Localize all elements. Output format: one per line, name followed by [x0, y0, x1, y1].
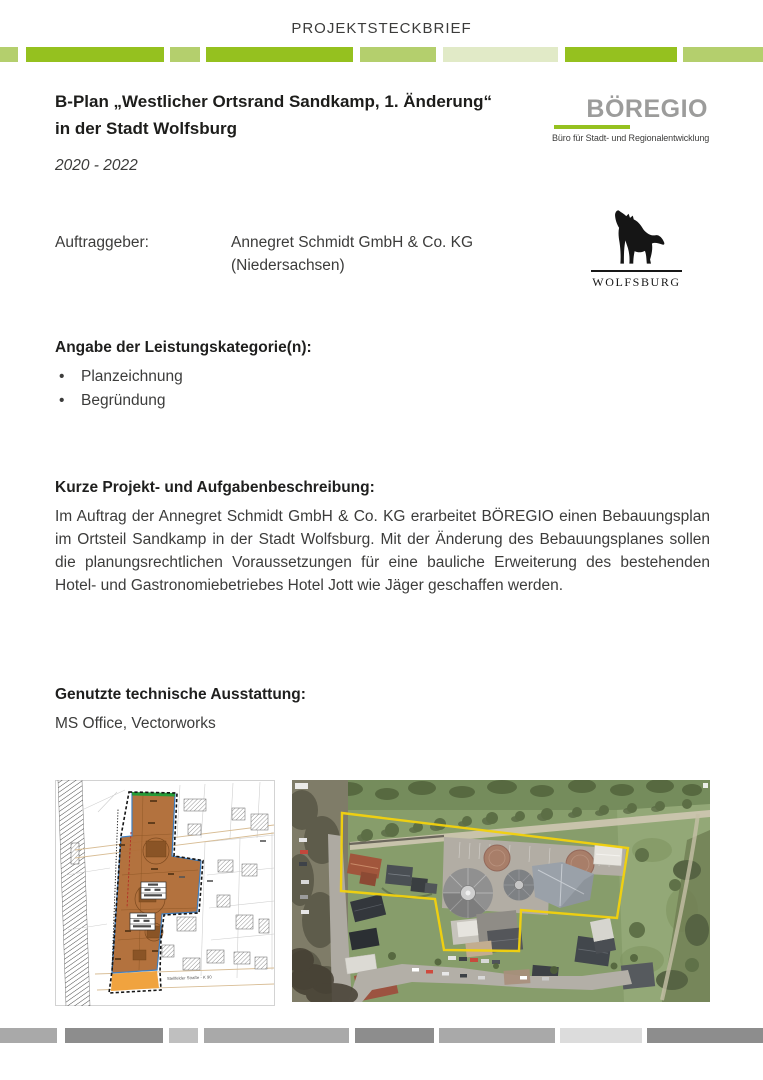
aerial-photo-figure [292, 780, 710, 1002]
client-value [231, 231, 473, 277]
bar-segment [65, 1028, 163, 1043]
bar-segment [360, 47, 436, 62]
list-item: • Planzeichnung [55, 365, 710, 388]
bar-segment [565, 47, 677, 62]
bar-segment [0, 47, 18, 62]
bar-segment [355, 1028, 434, 1043]
boeregio-accent-bar [554, 125, 630, 129]
categories-heading: Angabe der Leistungskategorie(n): [55, 339, 312, 356]
equipment-text: MS Office, Vectorworks [55, 715, 216, 732]
client-label: Auftraggeber: [55, 234, 149, 251]
top-decorative-bar [0, 47, 763, 62]
bar-segment [683, 47, 763, 62]
client-name: Annegret Schmidt GmbH & Co. KG [231, 234, 474, 251]
boeregio-wordmark: BÖREGIO [586, 95, 708, 123]
bar-segment [560, 1028, 642, 1043]
client-row [55, 231, 473, 277]
plan-label-box [141, 882, 166, 899]
round-building-small [504, 870, 535, 901]
section-description [55, 479, 710, 597]
bar-segment [0, 1028, 57, 1043]
project-title-line1: B-Plan „Westlicher Ortsrand Sandkamp, 1. Änderung“ [55, 92, 493, 111]
section-equipment [55, 686, 710, 735]
bar-segment [204, 1028, 349, 1043]
wolfsburg-label: WOLFSBURG [592, 275, 681, 289]
boeregio-subtitle: Büro für Stadt- und Regionalentwicklung [552, 132, 710, 143]
site-plan-figure [55, 780, 275, 1006]
figures-row [55, 780, 710, 1006]
bar-segment [647, 1028, 763, 1043]
bar-segment [169, 1028, 198, 1043]
scale-label [295, 783, 308, 789]
bottom-decorative-bar [0, 1028, 763, 1043]
project-title [55, 88, 535, 142]
bar-segment [26, 47, 164, 62]
wolfsburg-logo-rule [591, 270, 682, 290]
page-title: PROJEKTSTECKBRIEF [291, 20, 472, 37]
categories-list [55, 365, 710, 412]
project-period: 2020 - 2022 [55, 157, 138, 174]
bar-segment [443, 47, 558, 62]
list-item: • Begründung [55, 389, 710, 412]
plan-street-zone [111, 971, 159, 991]
bar-segment [170, 47, 200, 62]
round-building-large [443, 868, 493, 918]
wolfsburg-logo [591, 208, 682, 290]
section-categories [55, 339, 710, 413]
bar-segment [206, 47, 353, 62]
bar-segment [439, 1028, 555, 1043]
white-building [593, 845, 622, 866]
boeregio-logo [552, 96, 708, 143]
description-paragraph: Im Auftrag der Annegret Schmidt GmbH & Co. KG erarbeitet BÖREGIO einen Bebauungsplan im Ortsteil Sandkamp in der Stadt Wolfsburg. Mit der Änderung des Bebauungsplanes sollen die planungsrechtlichen Voraussetzungen für eine bauliche Erweiterung des bestehenden Hotel- und Gastronomiebetriebes Hotel Jott wie Jäger geschaffen werden. [55, 508, 710, 594]
client-location: (Niedersachsen) [231, 257, 345, 274]
description-heading: Kurze Projekt- und Aufgabenbeschreibung: [55, 479, 375, 496]
plan-label-box [130, 913, 155, 930]
project-title-line2: in der Stadt Wolfsburg [55, 119, 237, 138]
equipment-heading: Genutzte technische Ausstattung: [55, 686, 306, 703]
plan-street-label: Stellfelder Straße - K 90 [166, 974, 212, 981]
wolf-icon [609, 208, 665, 268]
